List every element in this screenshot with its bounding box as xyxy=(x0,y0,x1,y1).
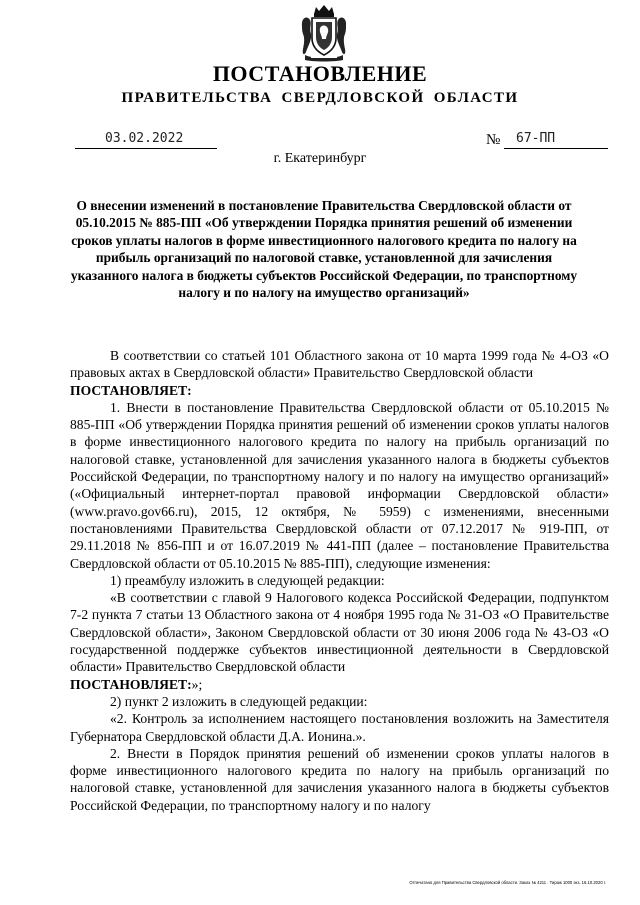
quote-1-paragraph: «В соответствии с главой 9 Налогового кодекса Российской Федерации, подпунктом 7-2 пункта 7 статьи 13 Областного закона от 4 ноября 1995 года № 31-ОЗ «О Правительстве Свердловской области», Законом Свердловской области от 30 июня 2006 года № 43-ОЗ «О государственной поддержке субъектов инвестиционной деятельности в Свердловской области» Правительство Свердловской области xyxy=(70,590,609,675)
item-1-paragraph: 1. Внести в постановление Правительства Свердловской области от 05.10.2015 № 885-ПП «Об утверждении Порядка принятия решений об изменении сроков уплаты налогов в форме инвестиционного налогового кредита по налогу на прибыль организаций по налоговой ставке, установленной для зачисления указанного налога в бюджеты субъектов Российской Федерации, по транспортному налогу и по налогу на имущество организаций» («Официальный интернет-портал правовой информации Свердловской области» (www.pravo.gov66.ru), 2015, 12 октября, № 5959) с изменениями, внесенными постановлениями Правительства Свердловской области от 07.12.2017 № 919-ПП, от 29.11.2018 № 856-ПП и от 16.07.2019 № 441-ПП (далее – постановление Правительства Свердловской области от 05.10.2015 № 885-ПП), следующие изменения: xyxy=(70,399,609,571)
number-label: № xyxy=(486,132,501,148)
number-value: 67-ПП xyxy=(516,131,556,146)
date-value: 03.02.2022 xyxy=(105,131,184,146)
print-footer: Отпечатано для Правительства Свердловской области. Заказ № 4211 . Тираж 1000 экз. 16.10.2020 г. xyxy=(409,880,606,885)
decree-body xyxy=(70,347,609,814)
issuer-name: ПРАВИТЕЛЬСТВА СВЕРДЛОВСКОЙ ОБЛАСТИ xyxy=(121,90,519,106)
subitem-1-paragraph: 1) преамбулу изложить в следующей редакции: xyxy=(110,572,385,588)
coat-of-arms-icon xyxy=(299,4,349,62)
decree-word: ПОСТАНОВЛЯЕТ: xyxy=(70,382,192,398)
date-field xyxy=(75,128,217,149)
quote-1-ending xyxy=(70,676,609,693)
quote-1-ending-tail: »; xyxy=(191,676,203,692)
subitem-2-paragraph: 2) пункт 2 изложить в следующей редакции: xyxy=(110,693,368,709)
number-field xyxy=(504,128,608,149)
document-title: ПОСТАНОВЛЕНИЕ xyxy=(212,61,428,86)
quote-2-paragraph: «2. Контроль за исполнением настоящего постановления возложить на Заместителя Губернатора Свердловской области Д.А. Ионина.». xyxy=(70,711,609,744)
city-name: г. Екатеринбург xyxy=(273,151,367,166)
intro-paragraph: В соответствии со статьей 101 Областного закона от 10 марта 1999 года № 4-ОЗ «О правовых актах в Свердловской области» Правительство Свердловской области xyxy=(70,348,609,381)
decree-heading: О внесении изменений в постановление Правительства Свердловской области от 05.10.2015 № 885-ПП «Об утверждении Порядка принятия решений об изменении сроков уплаты налогов в форме инвестиционного налогового кредита по налогу на прибыль организаций по налоговой ставке, установленной для зачисления указанного налога в бюджеты субъектов Российской Федерации, по транспортному налогу и по налогу на имущество организаций» xyxy=(70,198,578,301)
quote-1-decree-word: ПОСТАНОВЛЯЕТ: xyxy=(70,676,192,692)
item-2-paragraph: 2. Внести в Порядок принятия решений об изменении сроков уплаты налогов в форме инвестиционного налогового кредита по налогу на прибыль организаций по налоговой ставке, установленной для зачисления указанного налога в бюджеты субъектов Российской Федерации, по транспортному налогу и по налогу xyxy=(70,745,609,813)
